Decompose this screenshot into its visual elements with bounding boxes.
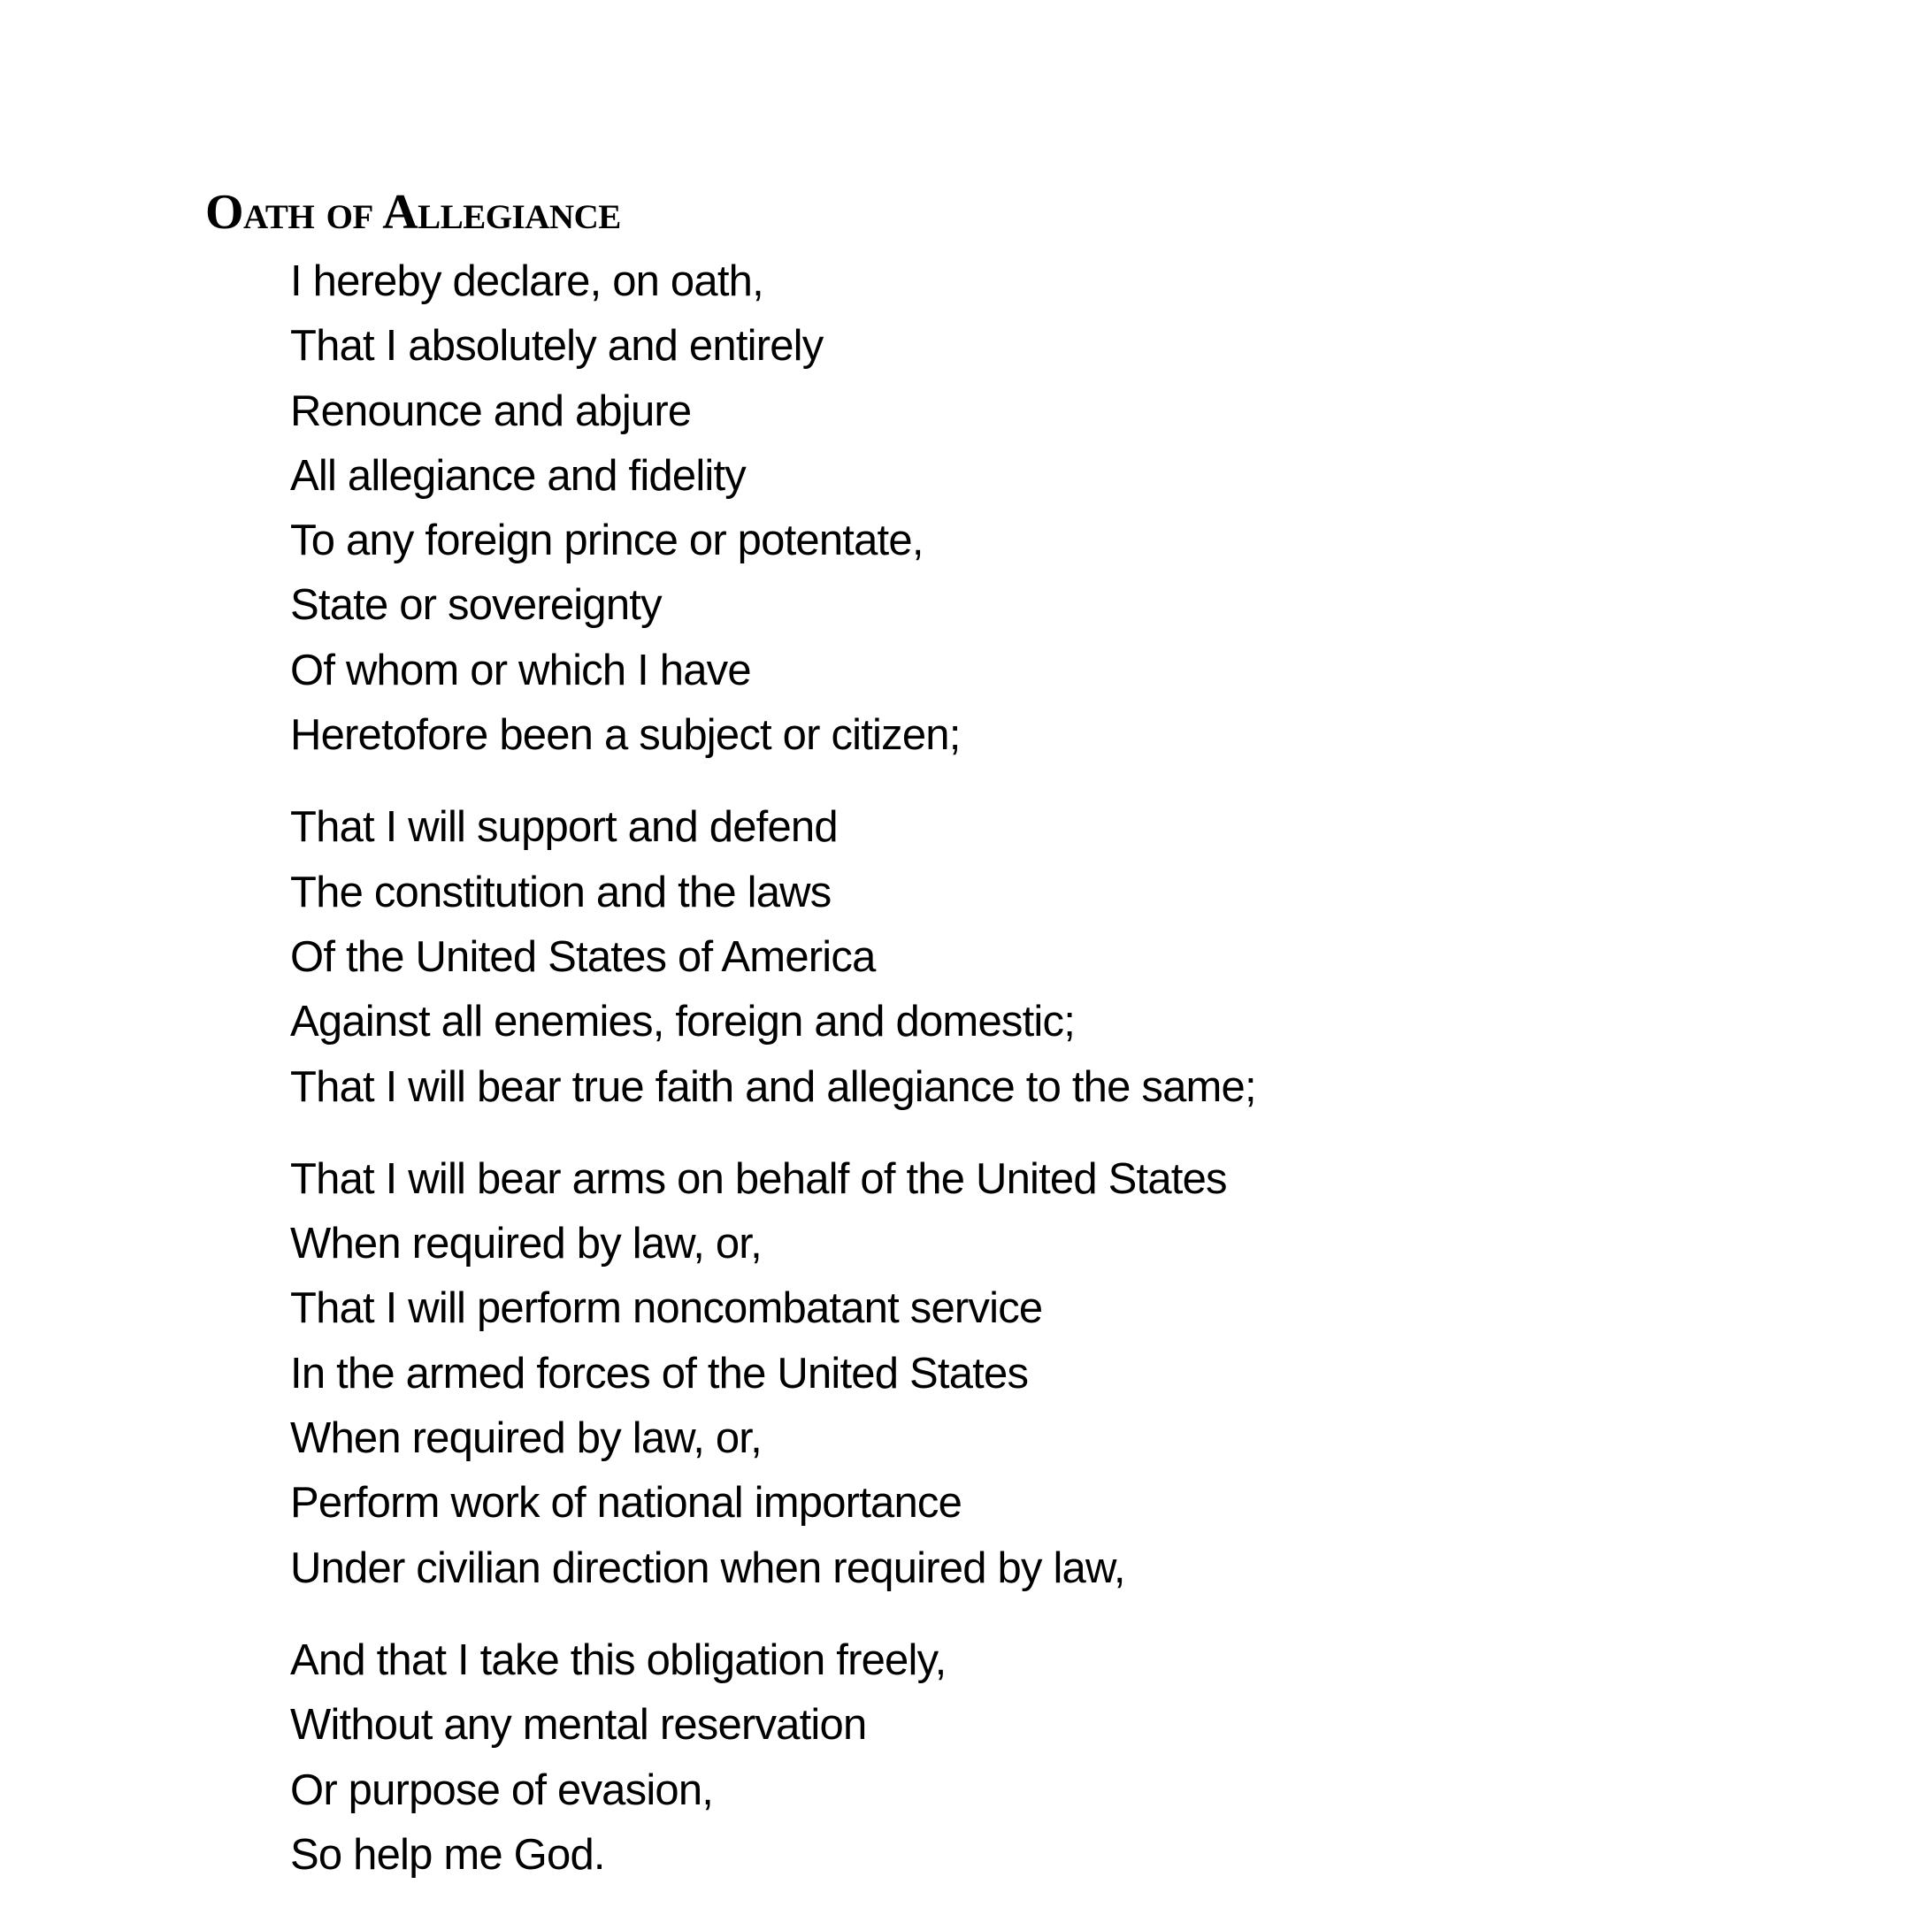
- oath-line: That I will support and defend: [290, 803, 838, 852]
- stanza: [290, 249, 1256, 768]
- oath-line: State or sovereignty: [290, 581, 662, 630]
- stanza: [290, 1147, 1256, 1601]
- oath-line: Of whom or which I have: [290, 646, 751, 694]
- oath-line: Without any mental reservation: [290, 1701, 867, 1750]
- oath-line: Renounce and abjure: [290, 387, 692, 435]
- stanza: [290, 795, 1256, 1119]
- oath-text: [290, 249, 1256, 1915]
- oath-line: In the armed forces of the United States: [290, 1349, 1029, 1398]
- oath-line: Of the United States of America: [290, 932, 876, 981]
- oath-line: Under civilian direction when required by law,: [290, 1543, 1125, 1592]
- document-title: Oath of Allegiance: [205, 185, 621, 240]
- oath-line: And that I take this obligation freely,: [290, 1635, 947, 1684]
- oath-line: I hereby declare, on oath,: [290, 257, 763, 305]
- oath-line: Perform work of national importance: [290, 1479, 962, 1528]
- oath-line: That I absolutely and entirely: [290, 322, 824, 371]
- oath-line: When required by law, or,: [290, 1414, 762, 1463]
- stanza: [290, 1628, 1256, 1888]
- oath-line: That I will bear true faith and allegiance to the same;: [290, 1062, 1256, 1111]
- oath-line: So help me God.: [290, 1830, 605, 1879]
- oath-line: That I will bear arms on behalf of the United States: [290, 1154, 1227, 1203]
- oath-line: That I will perform noncombatant service: [290, 1284, 1043, 1333]
- oath-line: Heretofore been a subject or citizen;: [290, 711, 961, 760]
- oath-line: Or purpose of evasion,: [290, 1766, 714, 1814]
- oath-line: When required by law, or,: [290, 1220, 762, 1268]
- oath-line: To any foreign prince or potentate,: [290, 517, 924, 565]
- oath-line: Against all enemies, foreign and domestic;: [290, 998, 1076, 1046]
- oath-line: All allegiance and fidelity: [290, 451, 747, 500]
- oath-line: The constitution and the laws: [290, 868, 832, 916]
